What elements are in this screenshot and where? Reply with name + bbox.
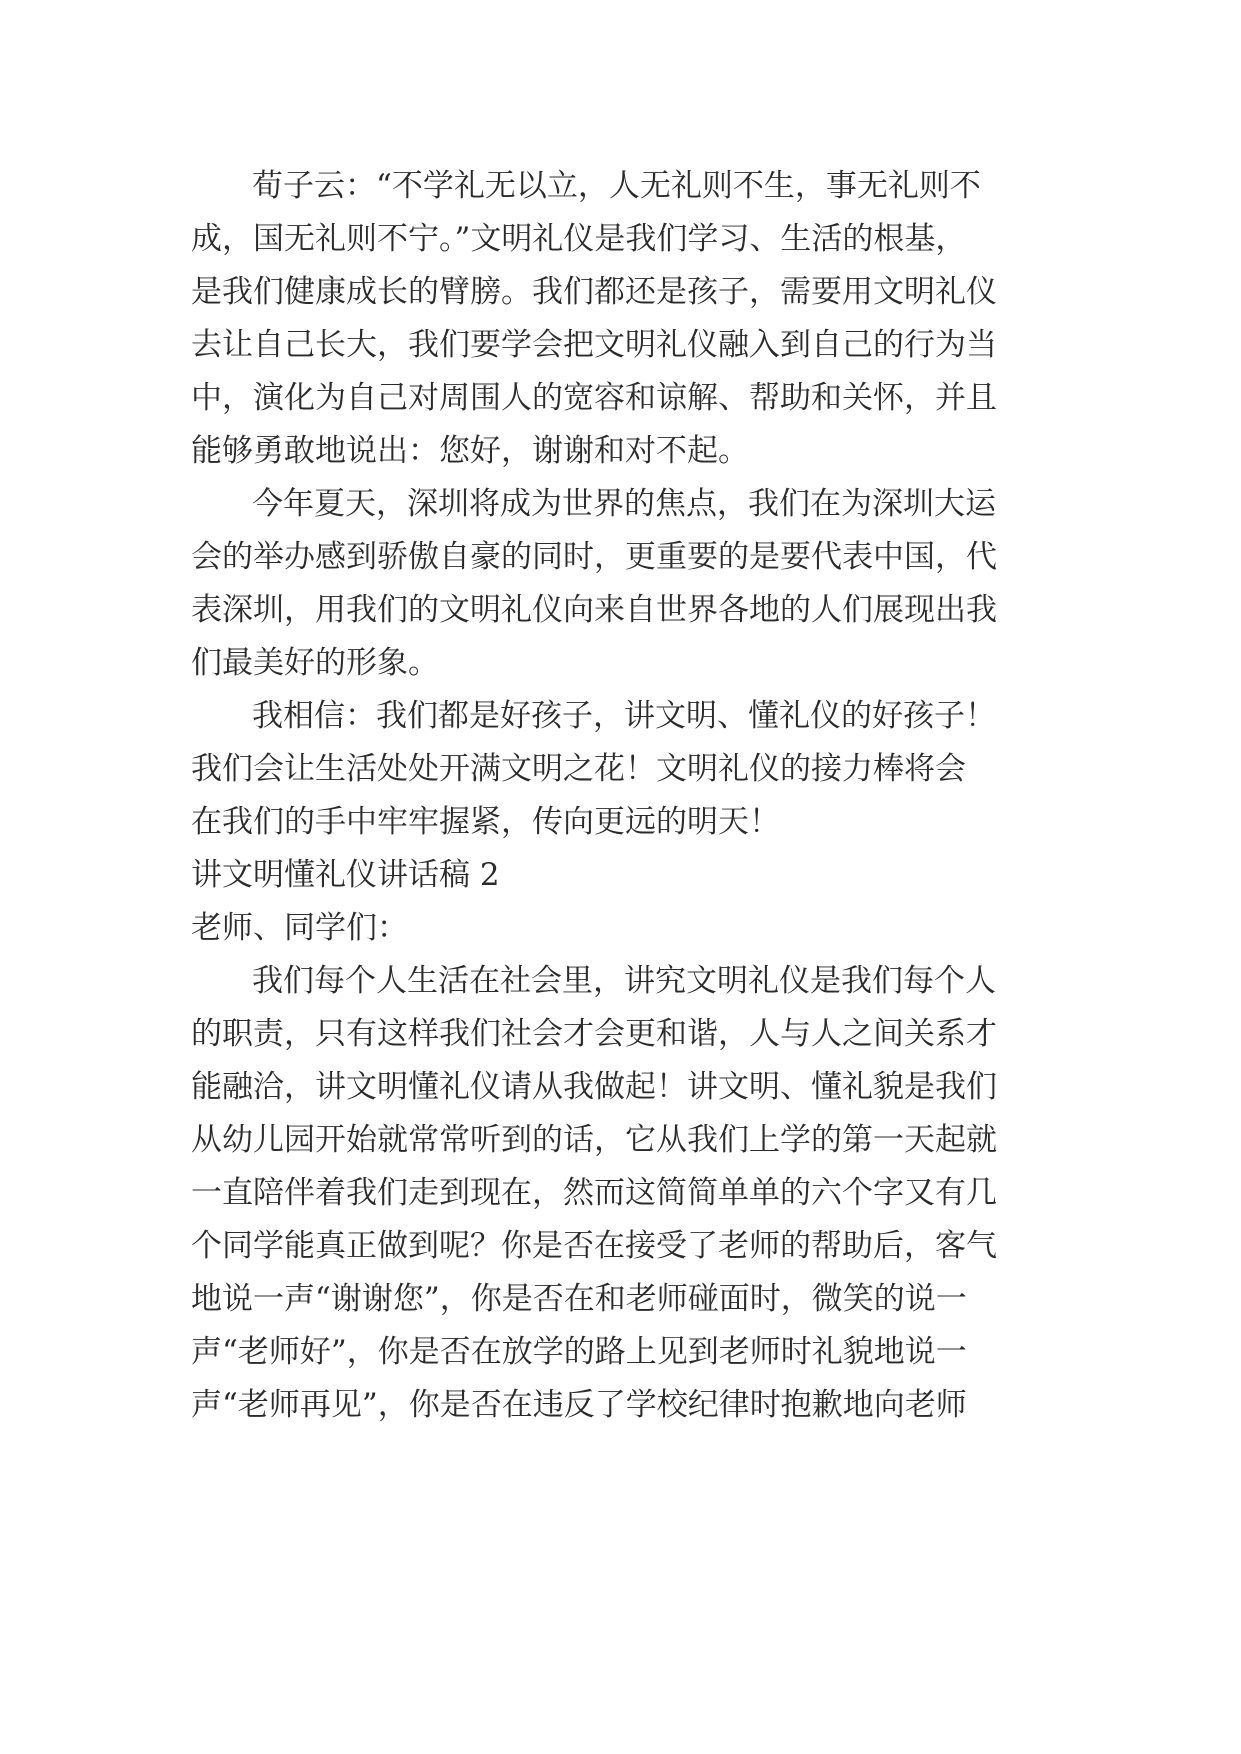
paragraph-1-line-4: 去让自己长大，我们要学会把文明礼仪融入到自己的行为当 <box>191 327 997 363</box>
paragraph-4-line-1: 我们每个人生活在社会里，讲究文明礼仪是我们每个人 <box>252 963 996 999</box>
paragraph-1-line-3: 是我们健康成长的臂膀。我们都还是孩子，需要用文明礼仪 <box>191 274 997 310</box>
paragraph-2-line-4: 们最美好的形象。 <box>191 645 439 681</box>
paragraph-4-line-6: 个同学能真正做到呢？你是否在接受了老师的帮助后，客气 <box>191 1228 997 1264</box>
paragraph-1-line-5: 中，演化为自己对周围人的宽容和谅解、帮助和关怀，并且 <box>191 380 997 416</box>
paragraph-4-line-9: 声“老师再见”，你是否在违反了学校纪律时抱歉地向老师 <box>191 1387 967 1423</box>
section-heading: 讲文明懂礼仪讲话稿 2 <box>191 857 500 893</box>
paragraph-2-line-3: 表深圳，用我们的文明礼仪向来自世界各地的人们展现出我 <box>191 592 997 628</box>
paragraph-1-line-1: 荀子云：“不学礼无以立，人无礼则不生，事无礼则不 <box>252 168 981 204</box>
paragraph-1-line-6: 能够勇敢地说出：您好，谢谢和对不起。 <box>191 433 749 469</box>
paragraph-1-line-2: 成，国无礼则不宁。”文明礼仪是我们学习、生活的根基， <box>191 221 967 257</box>
paragraph-3-line-3: 在我们的手中牢牢握紧，传向更远的明天！ <box>191 804 780 840</box>
paragraph-4-line-8: 声“老师好”，你是否在放学的路上见到老师时礼貌地说一 <box>191 1334 967 1370</box>
paragraph-4-line-3: 能融洽，讲文明懂礼仪请从我做起！讲文明、懂礼貌是我们 <box>191 1069 997 1105</box>
paragraph-3-line-2: 我们会让生活处处开满文明之花！文明礼仪的接力棒将会 <box>191 751 966 787</box>
paragraph-4-line-7: 地说一声“谢谢您”，你是否在和老师碰面时，微笑的说一 <box>191 1281 967 1317</box>
paragraph-4-line-5: 一直陪伴着我们走到现在，然而这简简单单的六个字又有几 <box>191 1175 997 1211</box>
paragraph-3-line-1: 我相信：我们都是好孩子，讲文明、懂礼仪的好孩子！ <box>252 698 996 734</box>
paragraph-2-line-1: 今年夏天，深圳将成为世界的焦点，我们在为深圳大运 <box>252 486 996 522</box>
paragraph-4-line-4: 从幼儿园开始就常常听到的话，它从我们上学的第一天起就 <box>191 1122 997 1158</box>
paragraph-2-line-2: 会的举办感到骄傲自豪的同时，更重要的是要代表中国，代 <box>191 539 997 575</box>
paragraph-4-line-2: 的职责，只有这样我们社会才会更和谐，人与人之间关系才 <box>191 1016 997 1052</box>
salutation: 老师、同学们： <box>191 910 408 946</box>
